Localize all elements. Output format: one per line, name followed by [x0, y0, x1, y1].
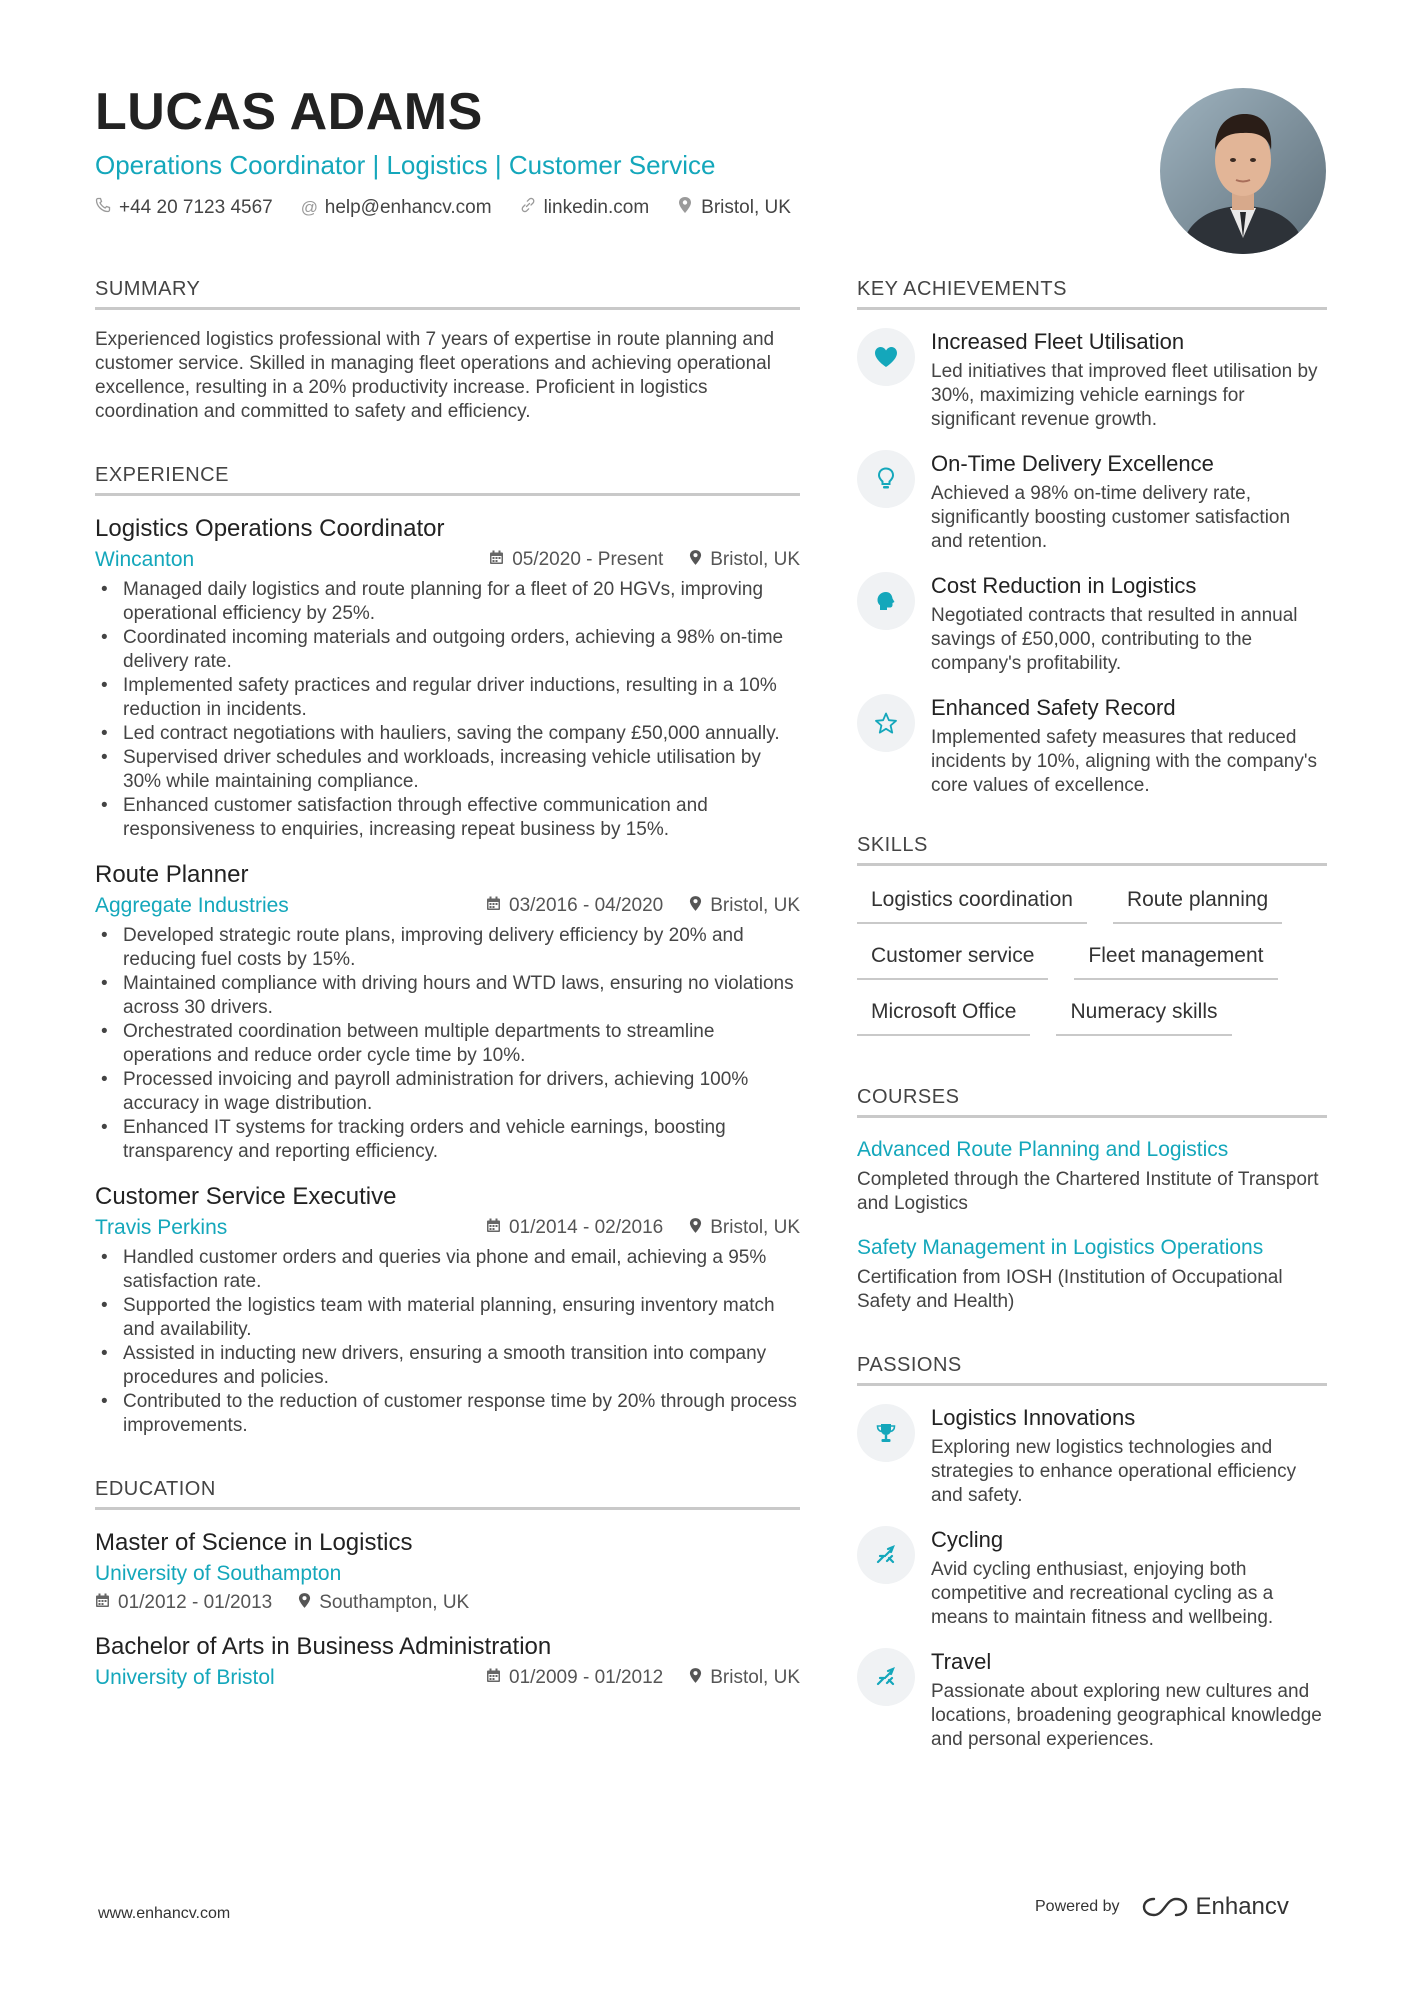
course-item — [857, 1234, 1327, 1314]
job-entry — [95, 860, 800, 1164]
passion-item — [857, 1526, 1327, 1630]
candidate-name: LUCAS ADAMS — [95, 83, 483, 141]
passion-item — [857, 1648, 1327, 1752]
job-bullet: • Handled customer orders and queries via phone and email, achieving a 95% satisfaction rate. — [123, 1246, 800, 1294]
company-name: Aggregate Industries — [95, 894, 289, 917]
job-bullets — [95, 924, 800, 1164]
passion-title: Cycling — [931, 1527, 1004, 1552]
location-pin-icon — [677, 196, 693, 219]
skill-tag: Fleet management — [1074, 940, 1277, 980]
section-title-achievements: KEY ACHIEVEMENTS — [857, 278, 1327, 310]
resume-header — [95, 80, 1095, 219]
brain-icon — [857, 572, 915, 630]
location-pin-icon — [689, 1667, 702, 1689]
passions-section — [857, 1354, 1327, 1752]
location-pin-icon — [689, 1217, 702, 1239]
job-bullet: • Supervised driver schedules and workloads, increasing vehicle utilisation by 30% while maintaining compliance. — [123, 746, 800, 794]
degree-title: Master of Science in Logistics — [95, 1529, 413, 1556]
achievement-desc: Led initiatives that improved fleet utilisation by 30%, maximizing vehicle earnings for significant revenue growth. — [931, 361, 1318, 430]
education-entry — [95, 1528, 800, 1614]
job-meta — [95, 548, 800, 572]
experience-section — [95, 464, 800, 1438]
education-dates-text: 01/2012 - 01/2013 — [118, 1592, 273, 1613]
cycling-icon — [857, 1526, 915, 1584]
skill-tag: Logistics coordination — [857, 884, 1087, 924]
left-column — [95, 278, 800, 1718]
contact-phone[interactable] — [95, 197, 273, 219]
achievement-desc: Implemented safety measures that reduced incidents by 10%, aligning with the company's core values of excellence. — [931, 727, 1317, 796]
contact-phone-text: +44 20 7123 4567 — [119, 196, 273, 218]
job-bullet: • Developed strategic route plans, improving delivery efficiency by 20% and reducing fuel costs by 15%. — [123, 924, 800, 972]
education-location — [689, 1667, 800, 1689]
contact-location-text: Bristol, UK — [701, 196, 791, 218]
job-meta-right — [489, 549, 800, 571]
achievement-item — [857, 328, 1327, 432]
skills-list — [857, 884, 1327, 1036]
passion-title: Logistics Innovations — [931, 1405, 1136, 1430]
job-location — [689, 1217, 800, 1239]
job-bullet: • Maintained compliance with driving hours and WTD laws, ensuring no violations across 30 drivers. — [123, 972, 800, 1020]
at-icon: @ — [300, 197, 319, 217]
course-title: Advanced Route Planning and Logistics — [857, 1138, 1229, 1161]
education-section — [95, 1478, 800, 1690]
link-icon — [520, 197, 536, 218]
education-meta-right — [486, 1667, 800, 1689]
phone-icon — [95, 197, 111, 218]
contact-email[interactable] — [301, 197, 492, 219]
achievement-title: On-Time Delivery Excellence — [931, 451, 1214, 476]
school-name: University of Bristol — [95, 1666, 275, 1689]
job-location — [689, 549, 800, 571]
achievement-desc: Achieved a 98% on-time delivery rate, significantly boosting customer satisfaction and retention. — [931, 483, 1291, 552]
job-entry — [95, 514, 800, 842]
achievement-item — [857, 694, 1327, 798]
degree-title: Bachelor of Arts in Business Administration — [95, 1633, 552, 1660]
achievement-item — [857, 450, 1327, 554]
calendar-icon — [486, 1668, 501, 1688]
job-location — [689, 895, 800, 917]
job-dates-text: 01/2014 - 02/2016 — [509, 1217, 664, 1238]
company-name: Travis Perkins — [95, 1216, 228, 1239]
job-bullet: • Implemented safety practices and regular driver inductions, resulting in a 10% reduction in incidents. — [123, 674, 800, 722]
job-location-text: Bristol, UK — [710, 1217, 800, 1238]
school-name: University of Southampton — [95, 1562, 342, 1585]
achievements-section — [857, 278, 1327, 798]
trophy-icon — [857, 1404, 915, 1462]
job-title: Customer Service Executive — [95, 1183, 397, 1210]
location-pin-icon — [298, 1592, 311, 1614]
education-location-text: Southampton, UK — [319, 1592, 470, 1613]
powered-by-label: Powered by — [1035, 1898, 1120, 1915]
skill-tag: Numeracy skills — [1056, 996, 1231, 1036]
calendar-icon — [486, 1218, 501, 1238]
contact-email-text: help@enhancv.com — [324, 196, 492, 218]
job-bullet: • Led contract negotiations with hauliers, saving the company £50,000 annually. — [123, 722, 800, 746]
candidate-headline: Operations Coordinator | Logistics | Customer Service — [95, 150, 716, 180]
section-title-summary: SUMMARY — [95, 278, 800, 310]
heart-icon — [857, 328, 915, 386]
job-bullet: • Orchestrated coordination between multiple departments to streamline operations and reduce order cycle time by 10%. — [123, 1020, 800, 1068]
job-meta-right — [486, 895, 800, 917]
skill-tag: Route planning — [1113, 884, 1282, 924]
contact-linkedin-text: linkedin.com — [543, 196, 650, 218]
job-bullet: • Assisted in inducting new drivers, ensuring a smooth transition into company procedures and policies. — [123, 1342, 800, 1390]
section-title-courses: COURSES — [857, 1086, 1327, 1118]
job-bullet: • Coordinated incoming materials and outgoing orders, achieving a 98% on-time delivery rate. — [123, 626, 800, 674]
contact-row — [95, 196, 1095, 219]
right-column — [857, 278, 1327, 1780]
contact-location — [677, 196, 791, 219]
passion-desc: Exploring new logistics technologies and strategies to enhance operational efficiency and safety. — [931, 1437, 1297, 1506]
passion-title: Travel — [931, 1649, 992, 1674]
skill-tag: Customer service — [857, 940, 1048, 980]
achievement-item — [857, 572, 1327, 676]
passion-desc: Passionate about exploring new cultures and locations, broadening geographical knowledge and personal experiences. — [931, 1681, 1322, 1750]
passion-item — [857, 1404, 1327, 1508]
job-bullet: • Enhanced customer satisfaction through effective communication and responsiveness to enquiries, increasing repeat business by 15%. — [123, 794, 800, 842]
calendar-icon — [95, 1593, 110, 1613]
education-location — [298, 1592, 469, 1614]
education-dates — [486, 1667, 663, 1689]
section-title-education: EDUCATION — [95, 1478, 800, 1510]
course-title: Safety Management in Logistics Operations — [857, 1236, 1264, 1259]
achievement-desc: Negotiated contracts that resulted in annual savings of £50,000, contributing to the company's profitability. — [931, 605, 1298, 674]
calendar-icon — [489, 550, 504, 570]
section-title-skills: SKILLS — [857, 834, 1327, 866]
summary-section — [95, 278, 800, 424]
star-icon — [857, 694, 915, 752]
job-bullet: • Processed invoicing and payroll administration for drivers, achieving 100% accuracy in wage distribution. — [123, 1068, 800, 1116]
job-meta-right — [486, 1217, 800, 1239]
skills-section — [857, 834, 1327, 1036]
lightbulb-icon — [857, 450, 915, 508]
course-desc: Completed through the Chartered Institute of Transport and Logistics — [857, 1169, 1319, 1214]
location-pin-icon — [689, 895, 702, 917]
footer-branding — [1035, 1893, 1289, 1921]
course-item — [857, 1136, 1327, 1216]
job-dates — [486, 895, 663, 917]
achievement-title: Cost Reduction in Logistics — [931, 573, 1197, 598]
job-dates — [486, 1217, 663, 1239]
skill-tag: Microsoft Office — [857, 996, 1030, 1036]
education-dates — [95, 1592, 272, 1614]
contact-linkedin[interactable] — [520, 197, 650, 219]
achievement-title: Increased Fleet Utilisation — [931, 329, 1185, 354]
job-location-text: Bristol, UK — [710, 895, 800, 916]
job-bullet: • Enhanced IT systems for tracking orders and vehicle earnings, boosting transparency and reporting efficiency. — [123, 1116, 800, 1164]
education-dates-text: 01/2009 - 01/2012 — [509, 1667, 664, 1688]
job-entry — [95, 1182, 800, 1438]
job-bullets — [95, 1246, 800, 1438]
section-title-passions: PASSIONS — [857, 1354, 1327, 1386]
education-entry — [95, 1632, 800, 1690]
passion-desc: Avid cycling enthusiast, enjoying both competitive and recreational cycling as a means to maintain fitness and wellbeing. — [931, 1559, 1274, 1628]
job-title: Logistics Operations Coordinator — [95, 515, 445, 542]
location-pin-icon — [689, 549, 702, 571]
job-title: Route Planner — [95, 861, 249, 888]
education-meta — [95, 1592, 800, 1614]
job-bullet: • Supported the logistics team with material planning, ensuring inventory match and availability. — [123, 1294, 800, 1342]
section-title-experience: EXPERIENCE — [95, 464, 800, 496]
enhancv-logo-mark — [1142, 1895, 1188, 1919]
job-bullets — [95, 578, 800, 842]
job-dates — [489, 549, 663, 571]
courses-section — [857, 1086, 1327, 1314]
job-location-text: Bristol, UK — [710, 549, 800, 570]
footer-website[interactable]: www.enhancv.com — [98, 1905, 231, 1922]
plane-icon — [857, 1648, 915, 1706]
summary-text: Experienced logistics professional with 7 years of expertise in route planning and customer service. Skilled in managing fleet operations and achieving operational excellence, resulting in a 20% productivity increase. Proficient in logistics coordination and committed to safety and efficiency. — [95, 329, 775, 422]
job-bullet: • Managed daily logistics and route planning for a fleet of 20 HGVs, improving operational efficiency by 25%. — [123, 578, 800, 626]
job-bullet: • Contributed to the reduction of customer response time by 20% through process improvements. — [123, 1390, 800, 1438]
education-meta — [95, 1666, 800, 1690]
job-dates-text: 05/2020 - Present — [512, 549, 664, 570]
enhancv-logo[interactable] — [1142, 1893, 1289, 1921]
achievement-title: Enhanced Safety Record — [931, 695, 1176, 720]
profile-photo — [1160, 88, 1326, 254]
job-dates-text: 03/2016 - 04/2020 — [509, 895, 664, 916]
education-location-text: Bristol, UK — [710, 1667, 800, 1688]
course-desc: Certification from IOSH (Institution of Occupational Safety and Health) — [857, 1267, 1283, 1312]
job-meta — [95, 1216, 800, 1240]
company-name: Wincanton — [95, 548, 195, 571]
job-meta — [95, 894, 800, 918]
calendar-icon — [486, 896, 501, 916]
enhancv-logo-text: Enhancv — [1195, 1893, 1289, 1920]
